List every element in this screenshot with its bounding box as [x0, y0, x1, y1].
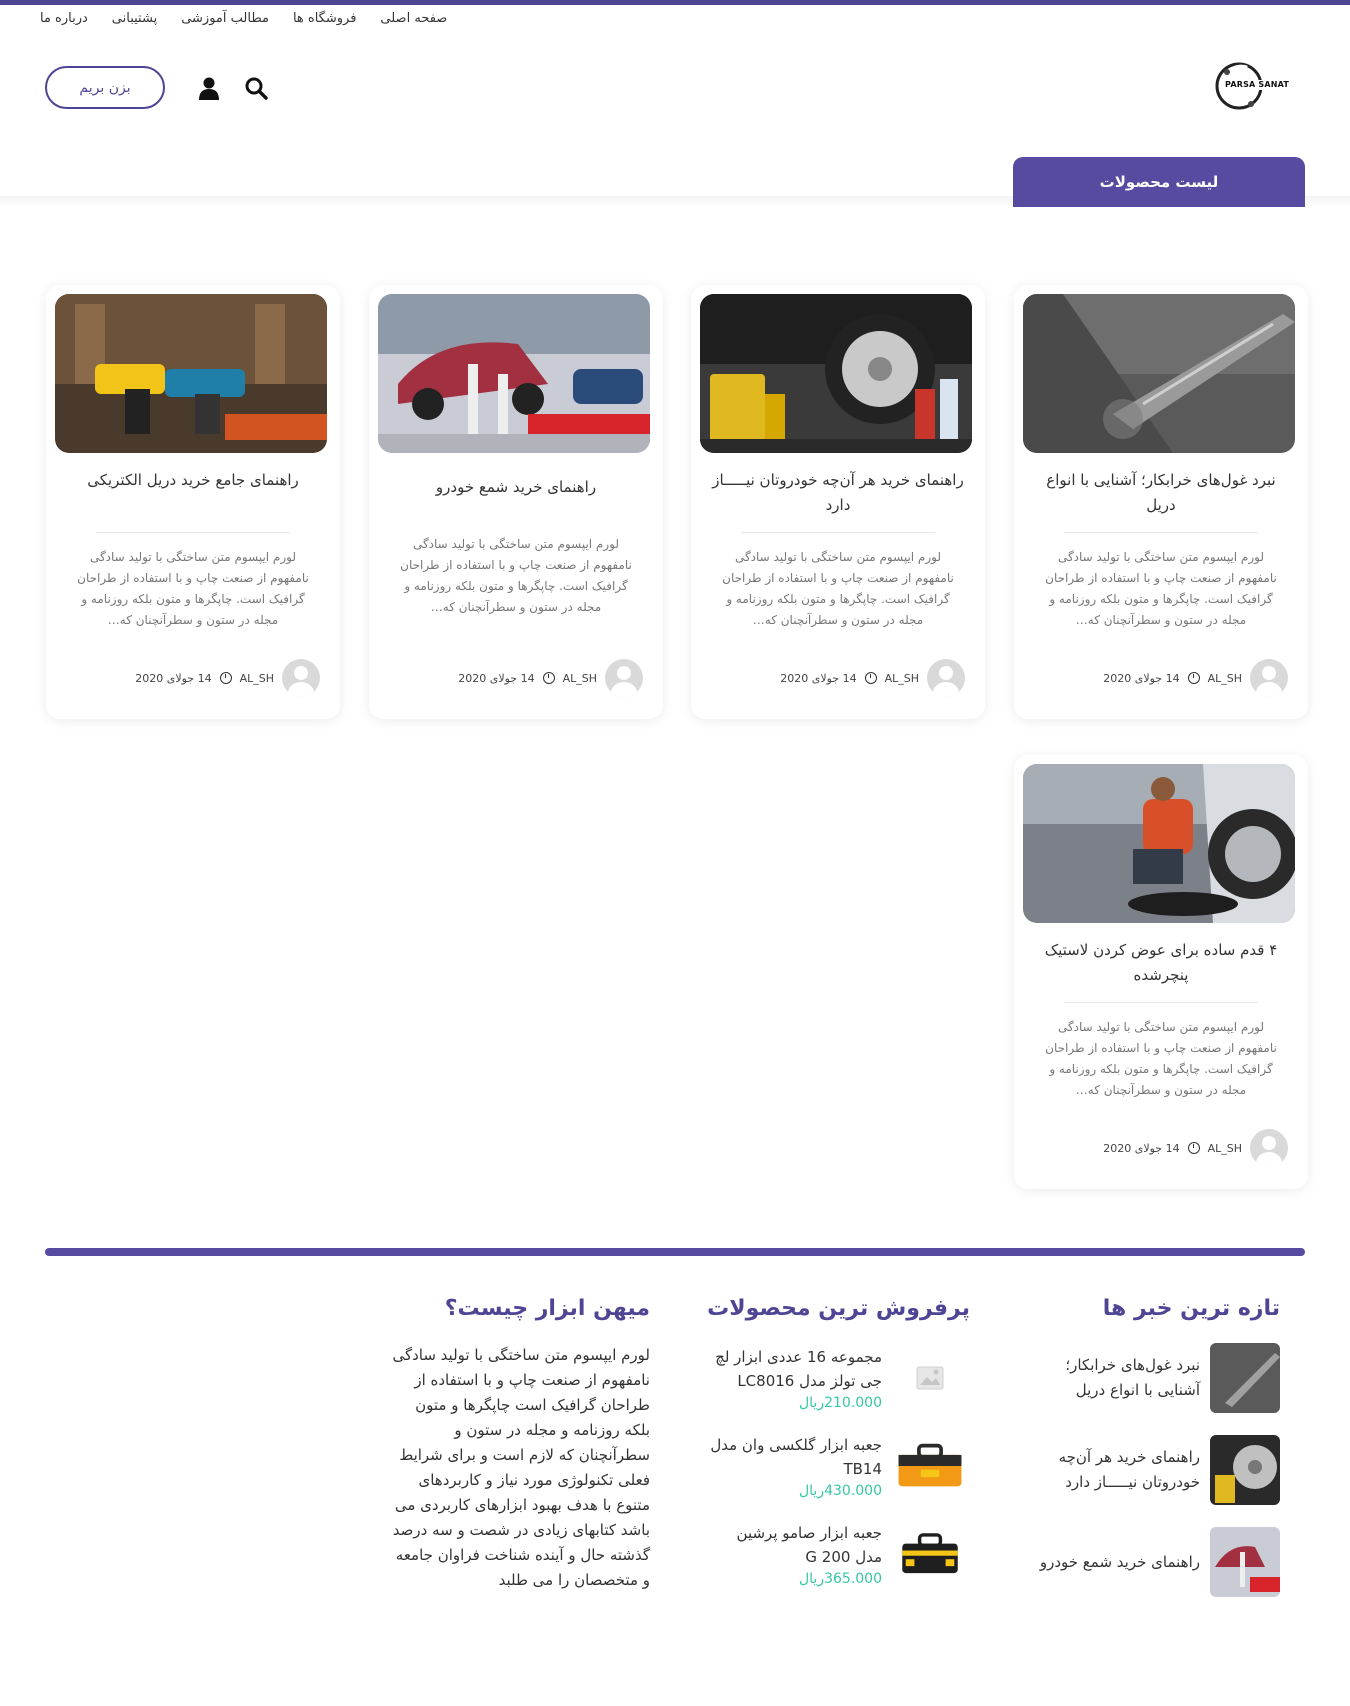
- post-author[interactable]: AL_SH: [884, 671, 919, 685]
- post-excerpt: لورم ایپسوم متن ساختگی با تولید سادگی نامفهوم از صنعت چاپ و با استفاده از طراحان گرافیک است. چاپگرها و متون بلکه روزنامه و مجله در ستون و سطرآنچنان که…: [1045, 550, 1277, 627]
- post-image-spark-plugs[interactable]: [378, 294, 650, 453]
- nav-tutorials[interactable]: مطالب آموزشی: [181, 11, 269, 26]
- product-item[interactable]: [685, 1343, 970, 1413]
- post-author[interactable]: AL_SH: [1207, 1141, 1242, 1155]
- nav-about[interactable]: درباره ما: [40, 11, 88, 26]
- clock-icon: [1188, 672, 1200, 684]
- post-meta: [751, 659, 965, 697]
- post-meta: [429, 659, 643, 697]
- post-excerpt: لورم ایپسوم متن ساختگی با تولید سادگی نامفهوم از صنعت چاپ و با استفاده از طراحان گرافیک است. چاپگرها و متون بلکه روزنامه و مجله در ستون و سطرآنچنان که…: [1045, 1020, 1277, 1097]
- post-card[interactable]: [369, 285, 663, 719]
- post-meta: [1074, 659, 1288, 697]
- post-card[interactable]: [1014, 285, 1308, 719]
- product-price: 210.000ریال: [798, 1395, 882, 1411]
- footer-heading: پرفروش ترین محصولات: [707, 1296, 970, 1321]
- post-author[interactable]: AL_SH: [239, 671, 274, 685]
- post-image-electric-drill[interactable]: [55, 294, 327, 453]
- post-image-tire-change[interactable]: [1023, 764, 1295, 923]
- news-thumb[interactable]: [1210, 1435, 1280, 1505]
- post-title[interactable]: ۴ قدم ساده برای عوض کردن لاستیک پنچرشده: [1044, 941, 1278, 984]
- nav-stores[interactable]: فروشگاه ها: [292, 11, 357, 26]
- news-item[interactable]: [1020, 1435, 1280, 1505]
- site-logo[interactable]: [1211, 58, 1290, 114]
- post-title[interactable]: راهنمای جامع خرید دریل الکتریکی: [87, 471, 299, 489]
- logo-wordmark: PARSA SANAT: [1225, 80, 1290, 89]
- news-thumb[interactable]: [1210, 1527, 1280, 1597]
- post-meta: [1074, 1129, 1288, 1167]
- footer-heading: میهن ابزار چیست؟: [444, 1296, 650, 1321]
- product-item[interactable]: [685, 1431, 970, 1501]
- search-icon[interactable]: [244, 76, 268, 100]
- user-icon[interactable]: [197, 76, 221, 100]
- post-date: 14 جولای 2020: [135, 671, 212, 685]
- post-card[interactable]: [691, 285, 985, 719]
- footer-latest-news: [1020, 1296, 1280, 1619]
- post-date: 14 جولای 2020: [1103, 671, 1180, 685]
- post-title[interactable]: راهنمای خرید هر آن‌چه خودروتان نیـــــاز دارد: [712, 471, 964, 514]
- post-excerpt: لورم ایپسوم متن ساختگی با تولید سادگی نامفهوم از صنعت چاپ و با استفاده از طراحان گرافیک است. چاپگرها و متون بلکه روزنامه و مجله در ستون و سطرآنچنان که…: [77, 550, 309, 627]
- post-image-car-products[interactable]: [700, 294, 972, 453]
- post-excerpt: لورم ایپسوم متن ساختگی با تولید سادگی نامفهوم از صنعت چاپ و با استفاده از طراحان گرافیک است. چاپگرها و متون بلکه روزنامه و مجله در ستون و سطرآنچنان که…: [400, 537, 632, 614]
- post-card[interactable]: [46, 285, 340, 719]
- product-price: 430.000ریال: [798, 1483, 882, 1499]
- post-excerpt: لورم ایپسوم متن ساختگی با تولید سادگی نامفهوم از صنعت چاپ و با استفاده از طراحان گرافیک است. چاپگرها و متون بلکه روزنامه و مجله در ستون و سطرآنچنان که…: [722, 550, 954, 627]
- post-card[interactable]: [1014, 755, 1308, 1189]
- author-avatar[interactable]: [1250, 1129, 1288, 1167]
- author-avatar[interactable]: [282, 659, 320, 697]
- product-price: 365.000ریال: [798, 1571, 882, 1587]
- post-title[interactable]: نبرد غول‌های خرابکار؛ آشنایی با انواع دریل: [1046, 471, 1276, 514]
- divider: [1064, 1002, 1258, 1003]
- post-author[interactable]: AL_SH: [562, 671, 597, 685]
- post-author[interactable]: AL_SH: [1207, 671, 1242, 685]
- post-date: 14 جولای 2020: [780, 671, 857, 685]
- footer-divider: [45, 1248, 1305, 1256]
- footer-best-sellers: [685, 1296, 970, 1607]
- footer-about: [380, 1296, 650, 1593]
- top-nav: [40, 11, 447, 31]
- footer-heading: تازه ترین خبر ها: [1102, 1296, 1280, 1321]
- about-text: لورم ایپسوم متن ساختگی با تولید سادگی نامفهوم از صنعت چاپ و با استفاده از طراحان گرافیک است چاپگرها و متون بلکه روزنامه و مجله در ستون و سطرآنچنان که لازم است و برای شرایط فعلی تکنولوژی مورد نیاز و کاربردهای متنوع با هدف بهبود ابزارهای کاربردی می باشد کتابهای زیادی در شصت و سه درصد گذشته حال و آینده شناخت فراوان جامعه و متخصصان را می طلبد: [392, 1346, 650, 1589]
- divider: [741, 532, 935, 533]
- product-name[interactable]: جعبه ابزار گلکسی وان مدل TB14: [710, 1436, 882, 1478]
- news-item[interactable]: [1020, 1343, 1280, 1413]
- author-avatar[interactable]: [1250, 659, 1288, 697]
- go-button[interactable]: بزن بریم: [45, 66, 165, 109]
- clock-icon: [543, 672, 555, 684]
- post-meta: [106, 659, 320, 697]
- tab-products-list[interactable]: لیست محصولات: [1013, 157, 1305, 207]
- post-title[interactable]: راهنمای خرید شمع خودرو: [435, 478, 597, 496]
- divider: [1064, 532, 1258, 533]
- nav-support[interactable]: پشتیبانی: [111, 11, 158, 26]
- clock-icon: [865, 672, 877, 684]
- news-title[interactable]: نبرد غول‌های خرابکار؛ آشنایی با انواع دریل: [1065, 1356, 1200, 1399]
- author-avatar[interactable]: [605, 659, 643, 697]
- post-date: 14 جولای 2020: [458, 671, 535, 685]
- post-image-drill-bit[interactable]: [1023, 294, 1295, 453]
- product-name[interactable]: مجموعه 16 عددی ابزار لچ جی تولز مدل LC8016: [715, 1348, 882, 1390]
- news-thumb[interactable]: [1210, 1343, 1280, 1413]
- top-accent-bar: [0, 0, 1350, 5]
- image-placeholder-icon[interactable]: [890, 1343, 970, 1413]
- clock-icon: [1188, 1142, 1200, 1154]
- clock-icon: [220, 672, 232, 684]
- nav-home[interactable]: صفحه اصلی: [380, 11, 448, 26]
- toolbox-orange-thumb[interactable]: [890, 1431, 970, 1501]
- toolbox-black-thumb[interactable]: [890, 1519, 970, 1589]
- author-avatar[interactable]: [927, 659, 965, 697]
- news-item[interactable]: [1020, 1527, 1280, 1597]
- product-item[interactable]: [685, 1519, 970, 1589]
- product-name[interactable]: جعبه ابزار صامو پرشین مدل G 200: [736, 1524, 882, 1566]
- divider: [96, 532, 290, 533]
- post-date: 14 جولای 2020: [1103, 1141, 1180, 1155]
- news-title[interactable]: راهنمای خرید شمع خودرو: [1039, 1552, 1200, 1571]
- news-title[interactable]: راهنمای خرید هر آن‌چه خودروتان نیـــــاز دارد: [1058, 1448, 1200, 1491]
